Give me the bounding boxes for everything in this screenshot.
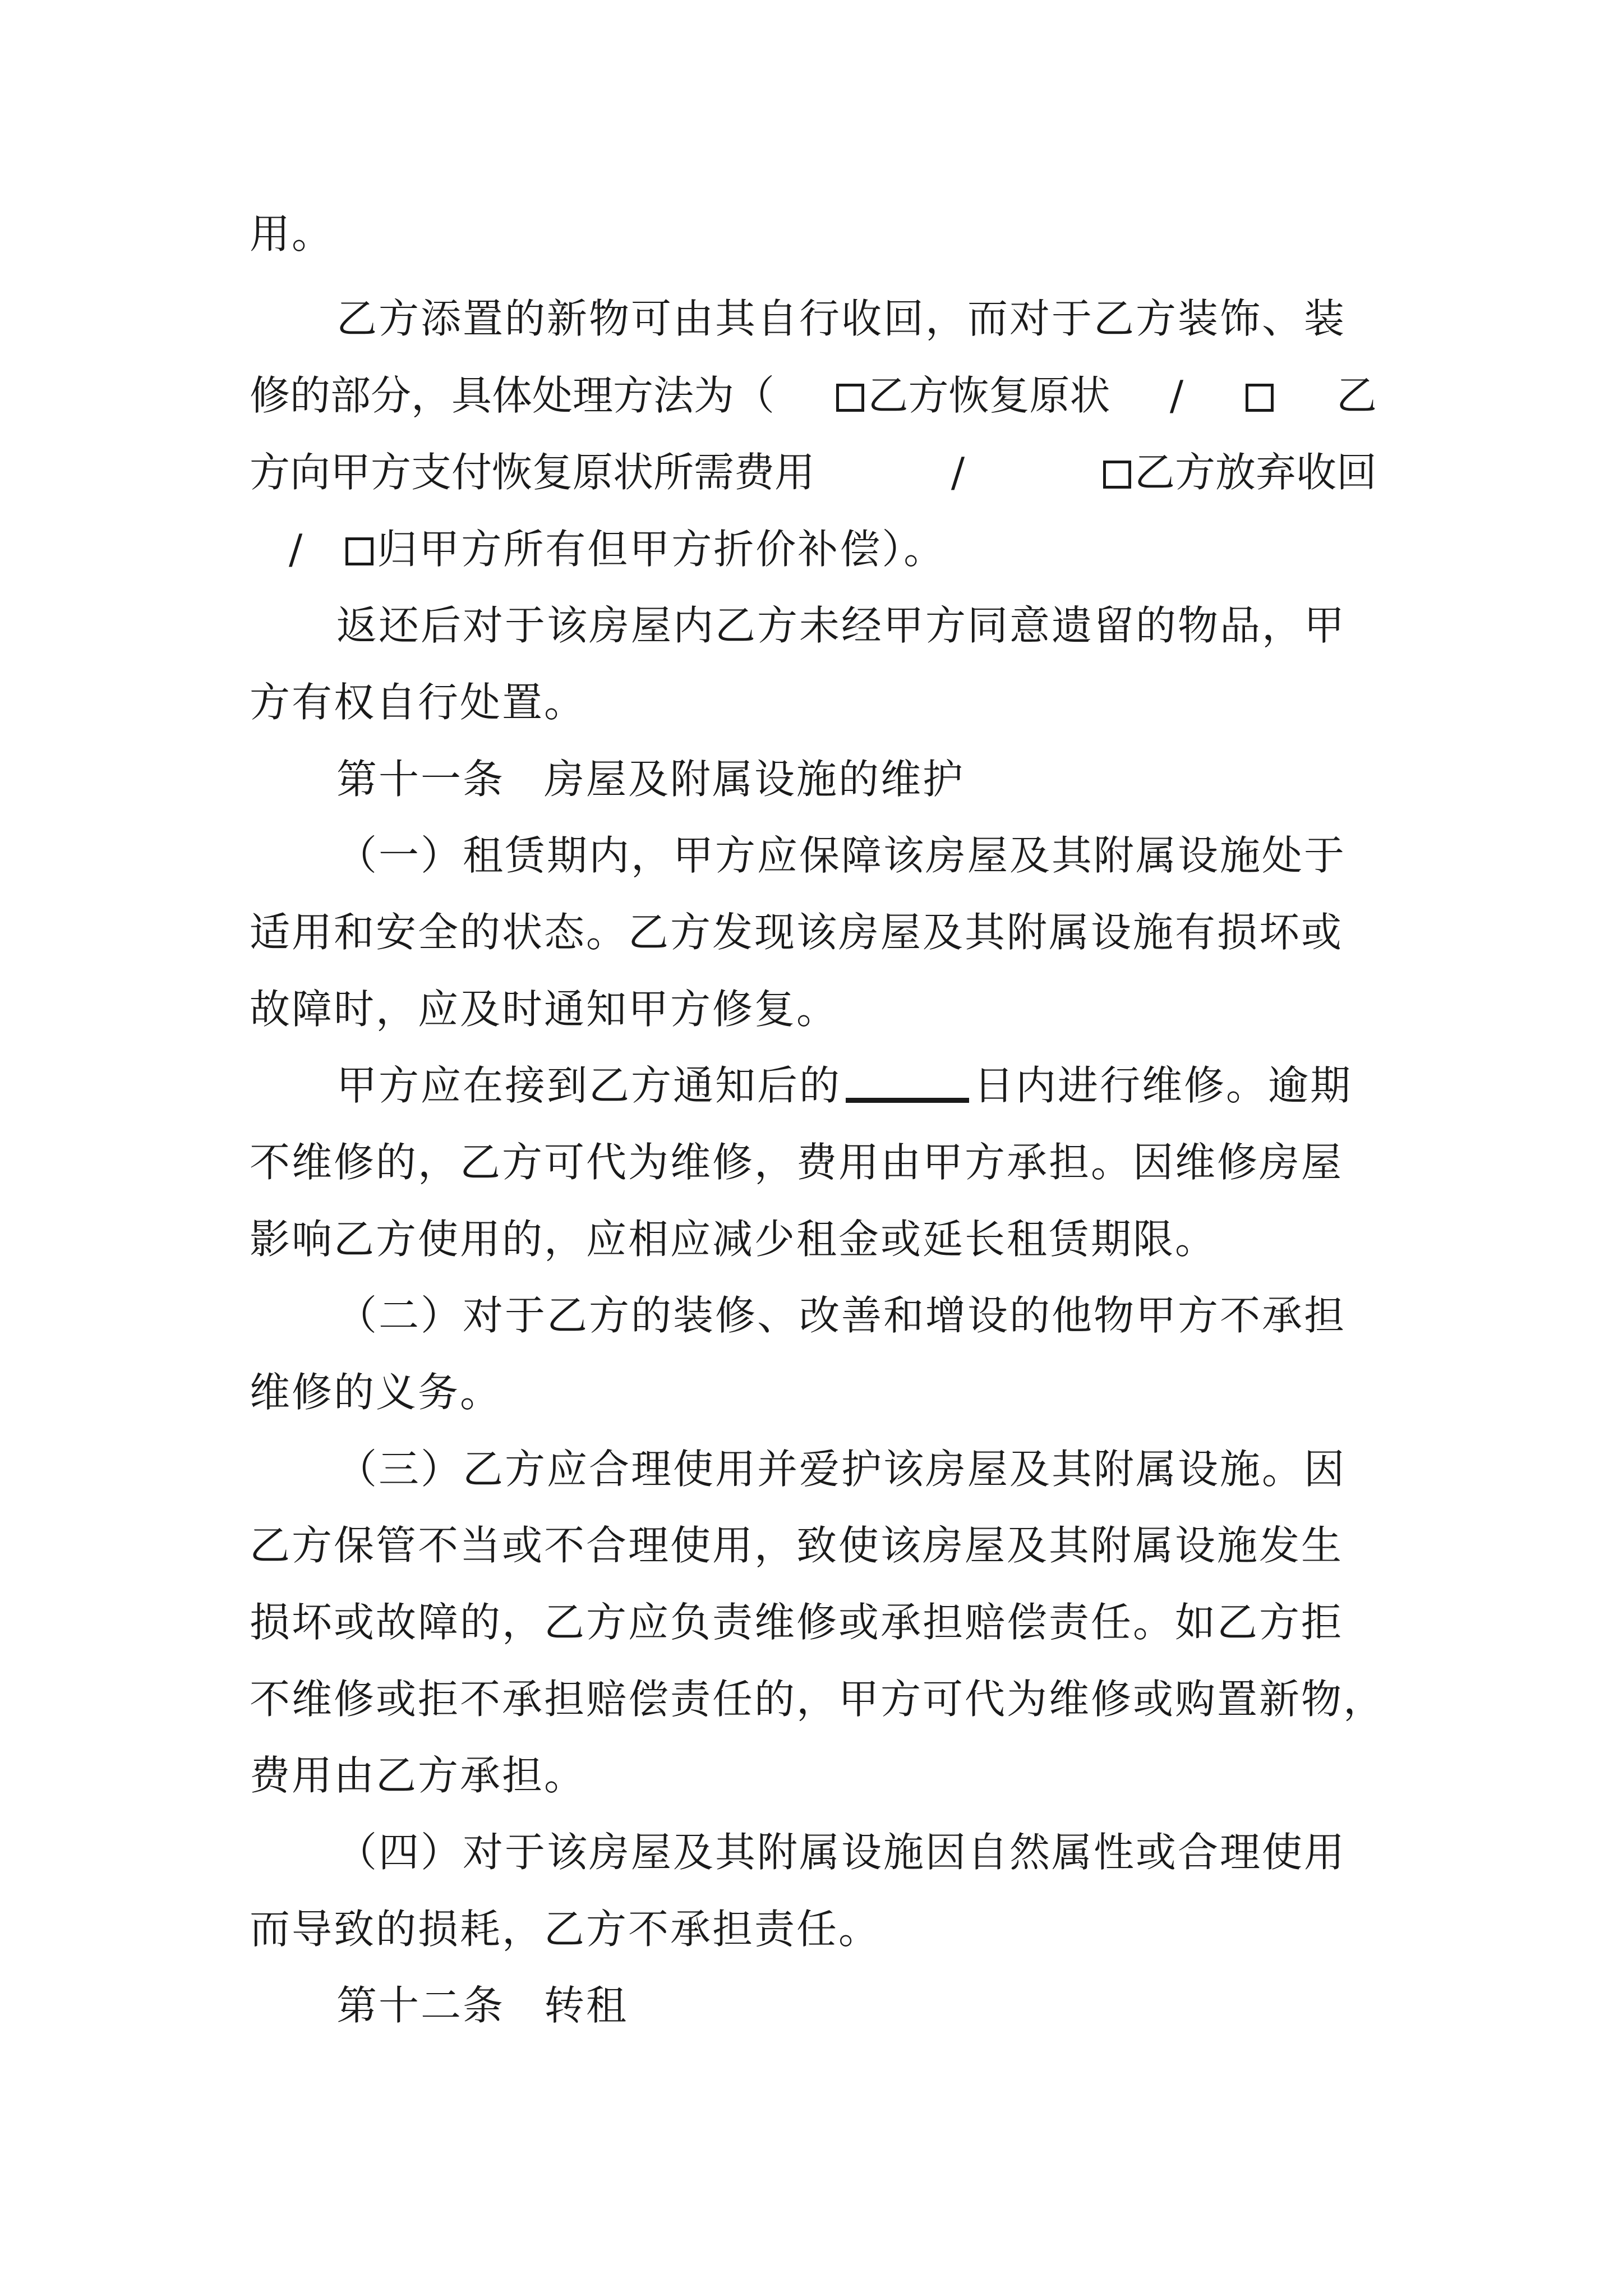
text-line bbox=[250, 1520, 1377, 1571]
option-label: 归甲方所有但甲方折价补偿）。 bbox=[377, 526, 946, 573]
checkbox-icon bbox=[836, 384, 864, 412]
text-line bbox=[250, 907, 1377, 958]
article-title: 房屋及附属设施的维护 bbox=[544, 756, 965, 803]
line-text: 影响乙方使用的，应相应减少租金或延长租赁期限。 bbox=[250, 1216, 1218, 1263]
option-label: 乙方恢复原状 bbox=[868, 372, 1110, 419]
line-text: （一）租赁期内，甲方应保障该房屋及其附属设施处于 bbox=[336, 832, 1347, 879]
article-heading bbox=[336, 1980, 1377, 2031]
line-text: 甲方应在接到乙方通知后的 bbox=[336, 1062, 842, 1109]
line-text: 返还后对于该房屋内乙方未经甲方同意遗留的物品，甲 bbox=[336, 602, 1347, 649]
text-line bbox=[250, 524, 1377, 574]
text-line bbox=[250, 677, 1377, 728]
checkbox-icon bbox=[1246, 384, 1274, 412]
fill-in-blank[interactable] bbox=[846, 1066, 969, 1103]
line-text: （四）对于该房屋及其附属设施因自然属性或合理使用 bbox=[336, 1829, 1347, 1876]
article-number: 第十一条 bbox=[336, 756, 505, 803]
line-text: 方向甲方支付恢复原状所需费用 bbox=[250, 449, 815, 496]
line-text: 方有权自行处置。 bbox=[250, 679, 587, 726]
line-text: 乙方保管不当或不合理使用，致使该房屋及其附属设施发生 bbox=[250, 1522, 1344, 1569]
option-restore bbox=[834, 370, 1110, 421]
line-text: 乙 bbox=[1336, 372, 1377, 419]
separator-slash: / bbox=[951, 449, 965, 496]
article-number: 第十二条 bbox=[336, 1982, 505, 2029]
line-text: 故障时，应及时通知甲方修复。 bbox=[250, 986, 839, 1033]
text-line bbox=[336, 1827, 1377, 1878]
line-text: 修的部分，具体处理方法为（ bbox=[250, 372, 775, 419]
text-line bbox=[250, 1674, 1386, 1724]
line-text: 日内进行维修。逾期 bbox=[974, 1062, 1353, 1109]
line-text: 用。 bbox=[250, 210, 334, 257]
text-line bbox=[336, 293, 1377, 344]
text-line bbox=[336, 600, 1377, 651]
article-heading bbox=[336, 754, 1377, 804]
checkbox-icon bbox=[345, 537, 374, 565]
text-line bbox=[250, 1367, 1377, 1418]
line-text: 维修的义务。 bbox=[250, 1369, 502, 1416]
line-text: （二）对于乙方的装修、改善和增设的他物甲方不承担 bbox=[336, 1292, 1347, 1339]
option-label: 乙方放弃收回 bbox=[1134, 449, 1377, 496]
text-line bbox=[250, 447, 1377, 498]
text-line bbox=[250, 984, 1377, 1034]
text-line bbox=[336, 1060, 1377, 1111]
text-line bbox=[250, 1904, 1377, 1954]
article-title: 转租 bbox=[544, 1982, 629, 2029]
option-pay bbox=[1243, 370, 1277, 421]
text-line bbox=[250, 1137, 1377, 1188]
checkbox-icon bbox=[1103, 461, 1131, 489]
text-line bbox=[250, 1750, 1377, 1801]
line-text: 乙方添置的新物可由其自行收回，而对于乙方装饰、装 bbox=[336, 295, 1347, 342]
text-line bbox=[250, 370, 1377, 421]
line-text: 适用和安全的状态。乙方发现该房屋及其附属设施有损坏或 bbox=[250, 909, 1344, 956]
separator-slash: / bbox=[289, 526, 305, 573]
text-line bbox=[250, 1597, 1377, 1648]
line-text: 不维修的，乙方可代为维修，费用由甲方承担。因维修房屋 bbox=[250, 1139, 1344, 1186]
text-line bbox=[250, 1214, 1377, 1264]
line-text: （三）乙方应合理使用并爱护该房屋及其附属设施。因 bbox=[336, 1446, 1347, 1493]
line-text: 不维修或拒不承担赔偿责任的，甲方可代为维修或购置新物， bbox=[250, 1676, 1386, 1723]
text-line bbox=[336, 830, 1377, 881]
text-line bbox=[336, 1290, 1377, 1341]
option-abandon bbox=[1101, 447, 1377, 498]
line-text: 损坏或故障的，乙方应负责维修或承担赔偿责任。如乙方拒 bbox=[250, 1599, 1344, 1646]
separator-slash: / bbox=[1169, 372, 1184, 419]
text-line bbox=[336, 1444, 1377, 1494]
line-text: 费用由乙方承担。 bbox=[250, 1752, 587, 1799]
line-text: 而导致的损耗，乙方不承担责任。 bbox=[250, 1906, 881, 1953]
text-line bbox=[250, 209, 1377, 259]
